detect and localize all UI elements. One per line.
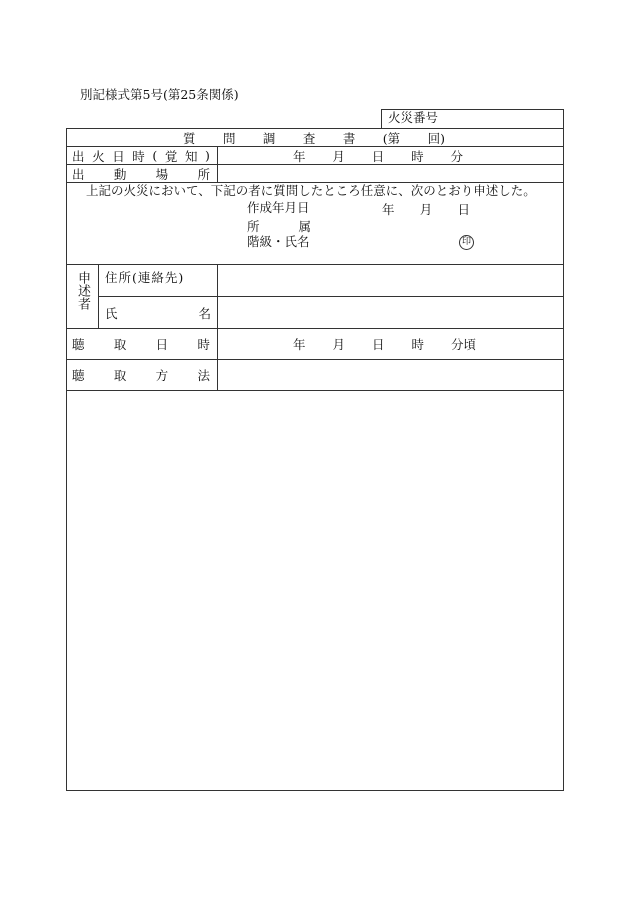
date-unit: 日 xyxy=(371,336,385,352)
affiliation-label xyxy=(247,219,311,233)
label-char: 知 xyxy=(184,148,198,164)
document-title xyxy=(183,130,445,145)
date-unit: 分 xyxy=(450,148,463,164)
form-caption: 別記様式第5号(第25条関係) xyxy=(80,87,239,102)
label-char: ( xyxy=(152,148,158,163)
col-divider-bottom xyxy=(217,264,218,391)
declarant-name-label xyxy=(105,305,211,320)
hearing-method-field[interactable] xyxy=(220,362,560,388)
date-unit: 分頃 xyxy=(450,336,476,352)
title-char: 査 xyxy=(302,130,316,146)
fire-datetime-label xyxy=(72,148,210,163)
label-char: 名 xyxy=(198,305,211,321)
date-unit: 年 xyxy=(293,148,306,164)
fire-datetime-value[interactable] xyxy=(293,148,463,163)
label-char: 属 xyxy=(298,219,311,234)
frame-right xyxy=(563,109,564,791)
statement-body-area[interactable] xyxy=(68,392,562,788)
title-char: 調 xyxy=(262,130,276,146)
date-unit: 時 xyxy=(411,336,424,352)
fire-number-field[interactable] xyxy=(447,112,555,126)
hearing-datetime-value[interactable] xyxy=(293,336,476,351)
rule-5 xyxy=(98,296,564,297)
declarant-address-field[interactable] xyxy=(220,267,560,294)
label-char: 聴 xyxy=(72,367,85,383)
declarant-side-divider xyxy=(98,264,99,328)
date-unit: 月 xyxy=(332,148,345,164)
label-char: 出 xyxy=(72,148,85,164)
rule-8 xyxy=(66,390,564,391)
hearing-method-label xyxy=(72,367,210,382)
label-char: 聴 xyxy=(72,336,85,352)
date-unit: 月 xyxy=(332,336,345,352)
title-char: 回) xyxy=(427,130,445,146)
frame-left xyxy=(66,128,67,791)
label-char: 火 xyxy=(92,148,105,164)
declarant-address-label: 住所(連絡先) xyxy=(105,270,185,285)
seal-mark-text: 印 xyxy=(461,237,471,247)
seal-stamp-icon xyxy=(459,235,474,250)
label-char: 取 xyxy=(113,367,127,383)
date-unit: 日 xyxy=(371,148,385,164)
col-divider-top xyxy=(217,146,218,183)
title-char: 質 xyxy=(183,130,196,146)
dispatch-location-label xyxy=(72,166,210,181)
hearing-datetime-label xyxy=(72,336,210,351)
label-char: 時 xyxy=(132,148,145,164)
label-char: 時 xyxy=(197,336,210,352)
title-char: 書 xyxy=(342,130,356,146)
title-char: (第 xyxy=(382,130,401,146)
label-char: ) xyxy=(205,148,210,163)
date-unit: 時 xyxy=(411,148,424,164)
label-char: 所 xyxy=(247,219,260,234)
label-char: 日 xyxy=(155,336,169,352)
fire-number-box-left xyxy=(381,109,382,128)
rule-6 xyxy=(66,328,564,329)
title-char: 問 xyxy=(222,130,236,146)
rule-4 xyxy=(66,264,564,265)
label-char: 氏 xyxy=(105,305,118,321)
label-char: 取 xyxy=(113,336,127,352)
frame-bottom xyxy=(66,790,564,791)
declaration-text: 上記の火災において、下記の者に質問したところ任意に、次のとおり申述した。 xyxy=(86,183,536,198)
label-char: 所 xyxy=(197,166,210,182)
label-char: 動 xyxy=(113,166,127,182)
rank-name-label: 階級・氏名 xyxy=(247,234,310,249)
label-char: 方 xyxy=(155,367,169,383)
date-unit: 日 xyxy=(457,202,470,217)
created-date-label: 作成年月日 xyxy=(247,200,310,215)
declarant-name-field[interactable] xyxy=(220,299,560,326)
date-unit: 月 xyxy=(419,202,433,217)
fire-number-label: 火災番号 xyxy=(388,110,439,125)
label-char: 覚 xyxy=(164,148,178,164)
rule-7 xyxy=(66,359,564,360)
date-unit: 年 xyxy=(382,202,395,217)
dispatch-location-field[interactable] xyxy=(220,166,560,181)
label-char: 日 xyxy=(112,148,125,164)
label-char: 法 xyxy=(197,367,210,383)
label-char: 出 xyxy=(72,166,85,182)
declarant-side-label: 申述者 xyxy=(75,271,90,310)
date-unit: 年 xyxy=(293,336,306,352)
created-date-value[interactable] xyxy=(382,202,470,216)
label-char: 場 xyxy=(155,166,169,182)
